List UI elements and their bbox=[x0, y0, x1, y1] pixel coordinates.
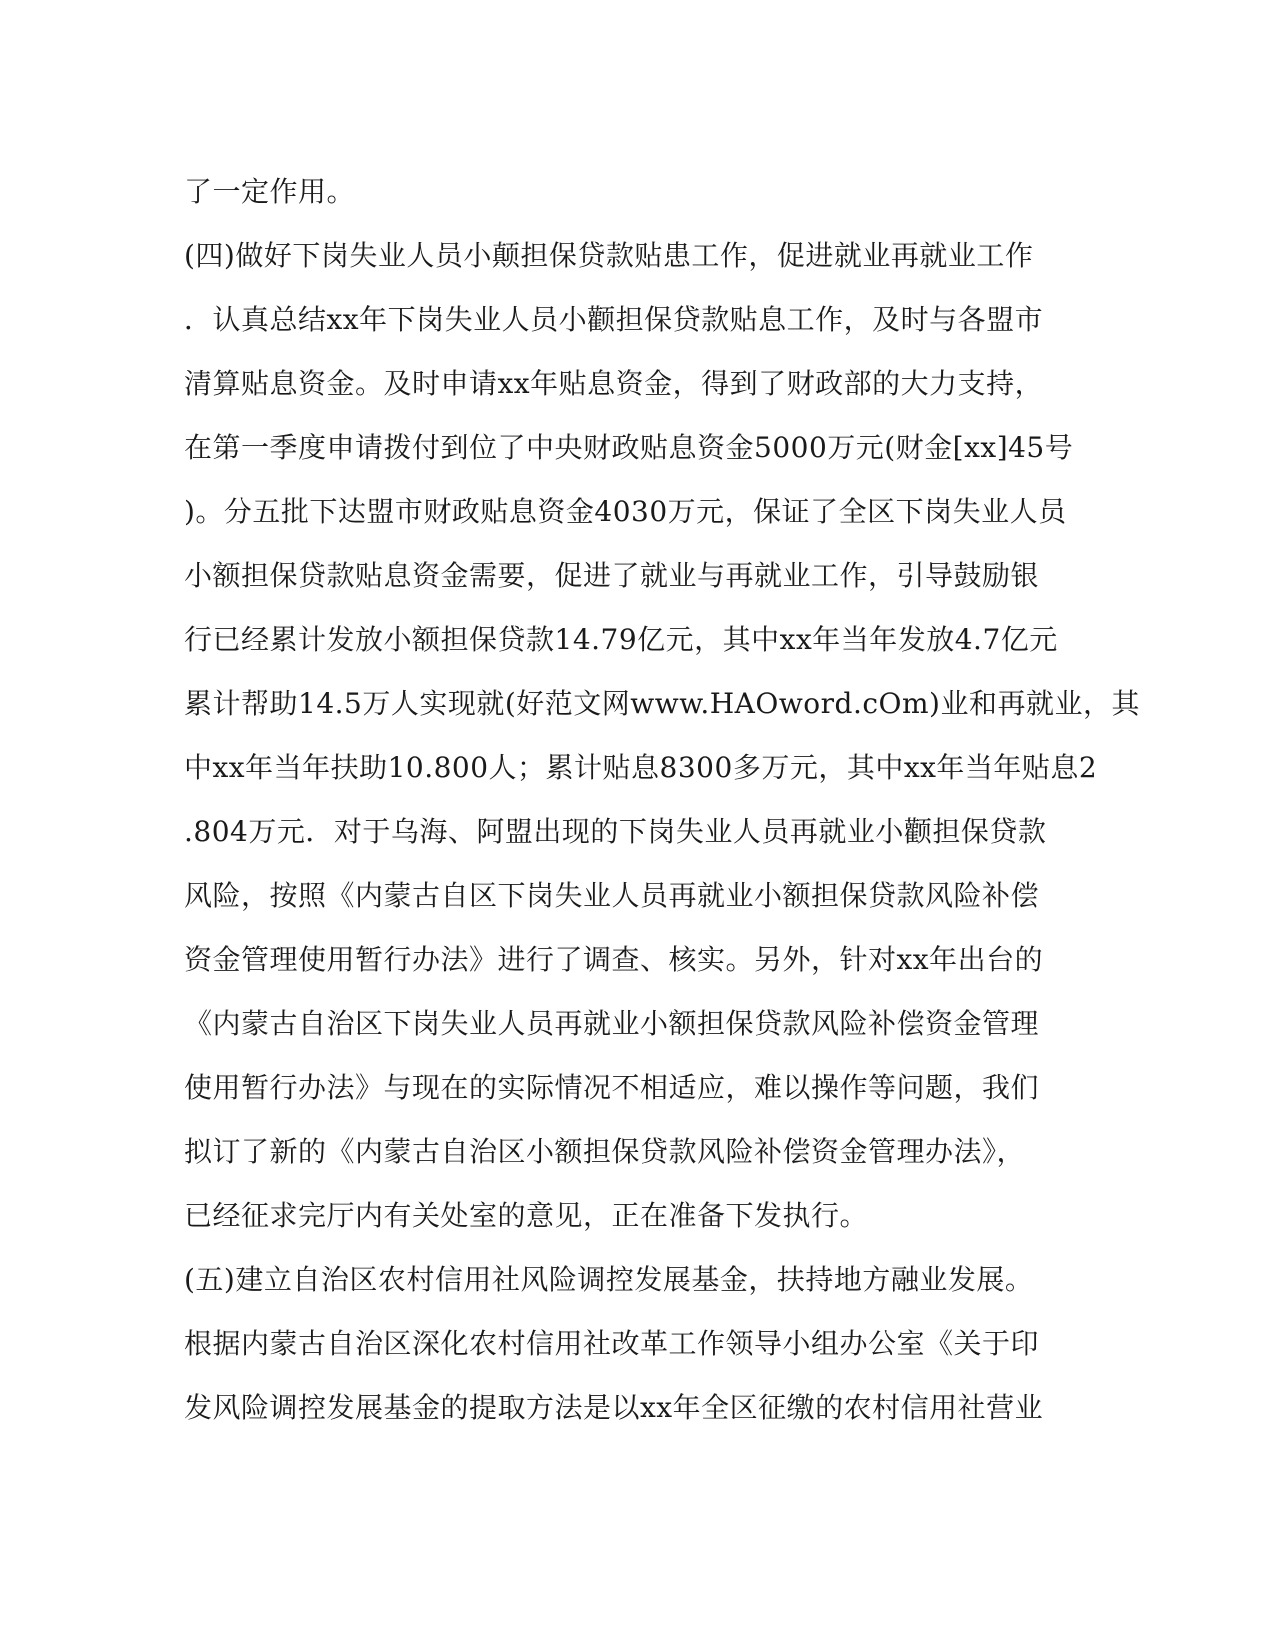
text-line: 使用暂行办法》与现在的实际情况不相适应，难以操作等问题，我们 bbox=[184, 1071, 1040, 1104]
text-line: 风险，按照《内蒙古自区下岗失业人员再就业小额担保贷款风险补偿 bbox=[184, 879, 1040, 912]
text-line: 根据内蒙古自治区深化农村信用社改革工作领导小组办公室《关于印 bbox=[184, 1327, 1040, 1360]
text-line: )。分五批下达盟市财政贴息资金4030万元，保证了全区下岗失业人员 bbox=[184, 495, 1067, 528]
text-line: 清算贴息资金。及时申请xx年贴息资金，得到了财政部的大力支持， bbox=[184, 367, 1044, 400]
text-line: 已经征求完厅内有关处室的意见，正在准备下发执行。 bbox=[184, 1199, 869, 1232]
text-line: 累计帮助14.5万人实现就(好范文网www.HAOword.cOm)业和再就业，其 bbox=[184, 687, 1140, 720]
text-line: 中xx年当年扶助10.800人；累计贴息8300多万元，其中xx年当年贴息2 bbox=[184, 751, 1098, 784]
section-heading-four: (四)做好下岗失业人员小颠担保贷款贴患工作，促进就业再就业工作 bbox=[184, 239, 1034, 272]
text-line: 《内蒙古自治区下岗失业人员再就业小额担保贷款风险补偿资金管理 bbox=[184, 1007, 1040, 1040]
text-line: 小额担保贷款贴息资金需要，促进了就业与再就业工作，引导鼓励银 bbox=[184, 559, 1040, 592]
text-line: 行已经累计发放小额担保贷款14.79亿元，其中xx年当年发放4.7亿元 bbox=[184, 623, 1058, 656]
document-body bbox=[184, 160, 1140, 1440]
text-line: 拟订了新的《内蒙古自治区小额担保贷款风险补偿资金管理办法》， bbox=[184, 1135, 1026, 1168]
text-line: 了一定作用。 bbox=[184, 175, 356, 208]
text-line: 在第一季度申请拨付到位了中央财政贴息资金5000万元(财金[xx]45号 bbox=[184, 431, 1074, 464]
section-heading-five: (五)建立自治区农村信用社风险调控发展基金，扶持地方融业发展。 bbox=[184, 1263, 1034, 1296]
text-line: 资金管理使用暂行办法》进行了调查、核实。另外，针对xx年出台的 bbox=[184, 943, 1044, 976]
text-line: .804万元．对于乌海、阿盟出现的下岗失业人员再就业小颧担保贷款 bbox=[184, 815, 1047, 848]
text-line: 发风险调控发展基金的提取方法是以xx年全区征缴的农村信用社营业 bbox=[184, 1391, 1044, 1424]
text-line: ．认真总结xx年下岗失业人员小颧担保贷款贴息工作，及时与各盟市 bbox=[184, 303, 1044, 336]
